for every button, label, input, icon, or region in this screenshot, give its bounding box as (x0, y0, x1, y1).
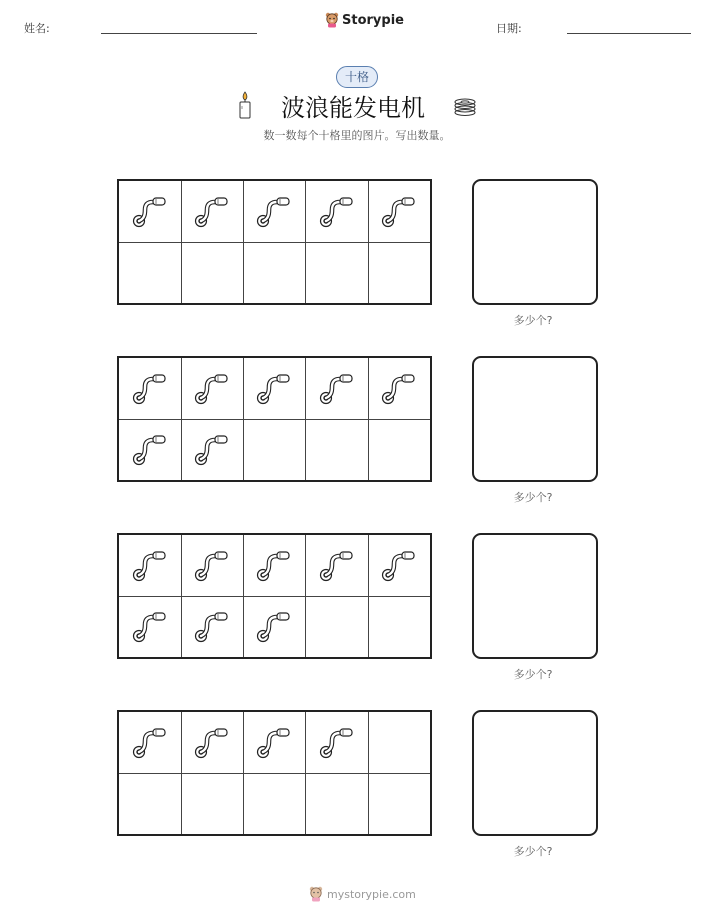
frame-cell (306, 596, 368, 657)
frame-cell (119, 242, 181, 303)
frame-cell (368, 596, 430, 657)
how-many-label: 多少个? (513, 314, 553, 327)
worksheet-title-text: 波浪能发电机 (281, 94, 425, 122)
ten-frame (117, 710, 432, 836)
frame-cell (243, 773, 305, 834)
frame-cell (181, 242, 243, 303)
frame-cell (306, 535, 368, 596)
frame-cell (306, 358, 368, 419)
frame-cell (243, 712, 305, 773)
frame-cell (181, 596, 243, 657)
date-line[interactable] (567, 33, 691, 34)
frame-cell (119, 419, 181, 480)
frame-cell (243, 358, 305, 419)
frame-cell (306, 242, 368, 303)
frame-cell (306, 712, 368, 773)
frame-cell (243, 535, 305, 596)
bear-mascot-icon (325, 12, 339, 28)
frame-cell (181, 419, 243, 480)
frame-cell (243, 181, 305, 242)
frame-cell (368, 773, 430, 834)
frame-cell (119, 712, 181, 773)
how-many-label: 多少个? (513, 668, 553, 681)
frame-cell (306, 773, 368, 834)
footer (309, 886, 416, 902)
date-label: 日期: (496, 22, 522, 35)
frame-cell (181, 773, 243, 834)
frame-cell (306, 181, 368, 242)
bear-mascot-icon (309, 886, 323, 902)
footer-url[interactable]: mystorypie.com (327, 887, 416, 901)
frame-cell (368, 358, 430, 419)
answer-box[interactable] (472, 533, 598, 659)
frame-cell (119, 773, 181, 834)
brand-logo (325, 12, 404, 28)
frame-cell (368, 535, 430, 596)
answer-box[interactable] (472, 356, 598, 482)
name-line[interactable] (101, 33, 257, 34)
frame-cell (243, 419, 305, 480)
frame-cell (306, 419, 368, 480)
answer-box[interactable] (472, 179, 598, 305)
frame-cell (181, 535, 243, 596)
frame-cell (119, 596, 181, 657)
instructions: 数一数每个十格里的图片。写出数量。 (263, 129, 451, 142)
frame-cell (181, 181, 243, 242)
ten-frame (117, 179, 432, 305)
frame-cell (119, 535, 181, 596)
frame-cell (368, 242, 430, 303)
frame-cell (243, 242, 305, 303)
candle-icon (237, 90, 253, 120)
worksheet-type-badge: 十格 (336, 66, 378, 88)
frame-cell (243, 596, 305, 657)
frame-cell (368, 181, 430, 242)
frame-cell (181, 712, 243, 773)
worksheet-title (0, 88, 714, 123)
name-label: 姓名: (24, 22, 50, 35)
frame-cell (181, 358, 243, 419)
how-many-label: 多少个? (513, 845, 553, 858)
frame-cell (368, 419, 430, 480)
frame-cell (119, 181, 181, 242)
coiled-rope-icon (453, 95, 477, 119)
ten-frame (117, 533, 432, 659)
answer-box[interactable] (472, 710, 598, 836)
frame-cell (119, 358, 181, 419)
ten-frame (117, 356, 432, 482)
frame-cell (368, 712, 430, 773)
brand-name: Storypie (342, 12, 404, 28)
how-many-label: 多少个? (513, 491, 553, 504)
